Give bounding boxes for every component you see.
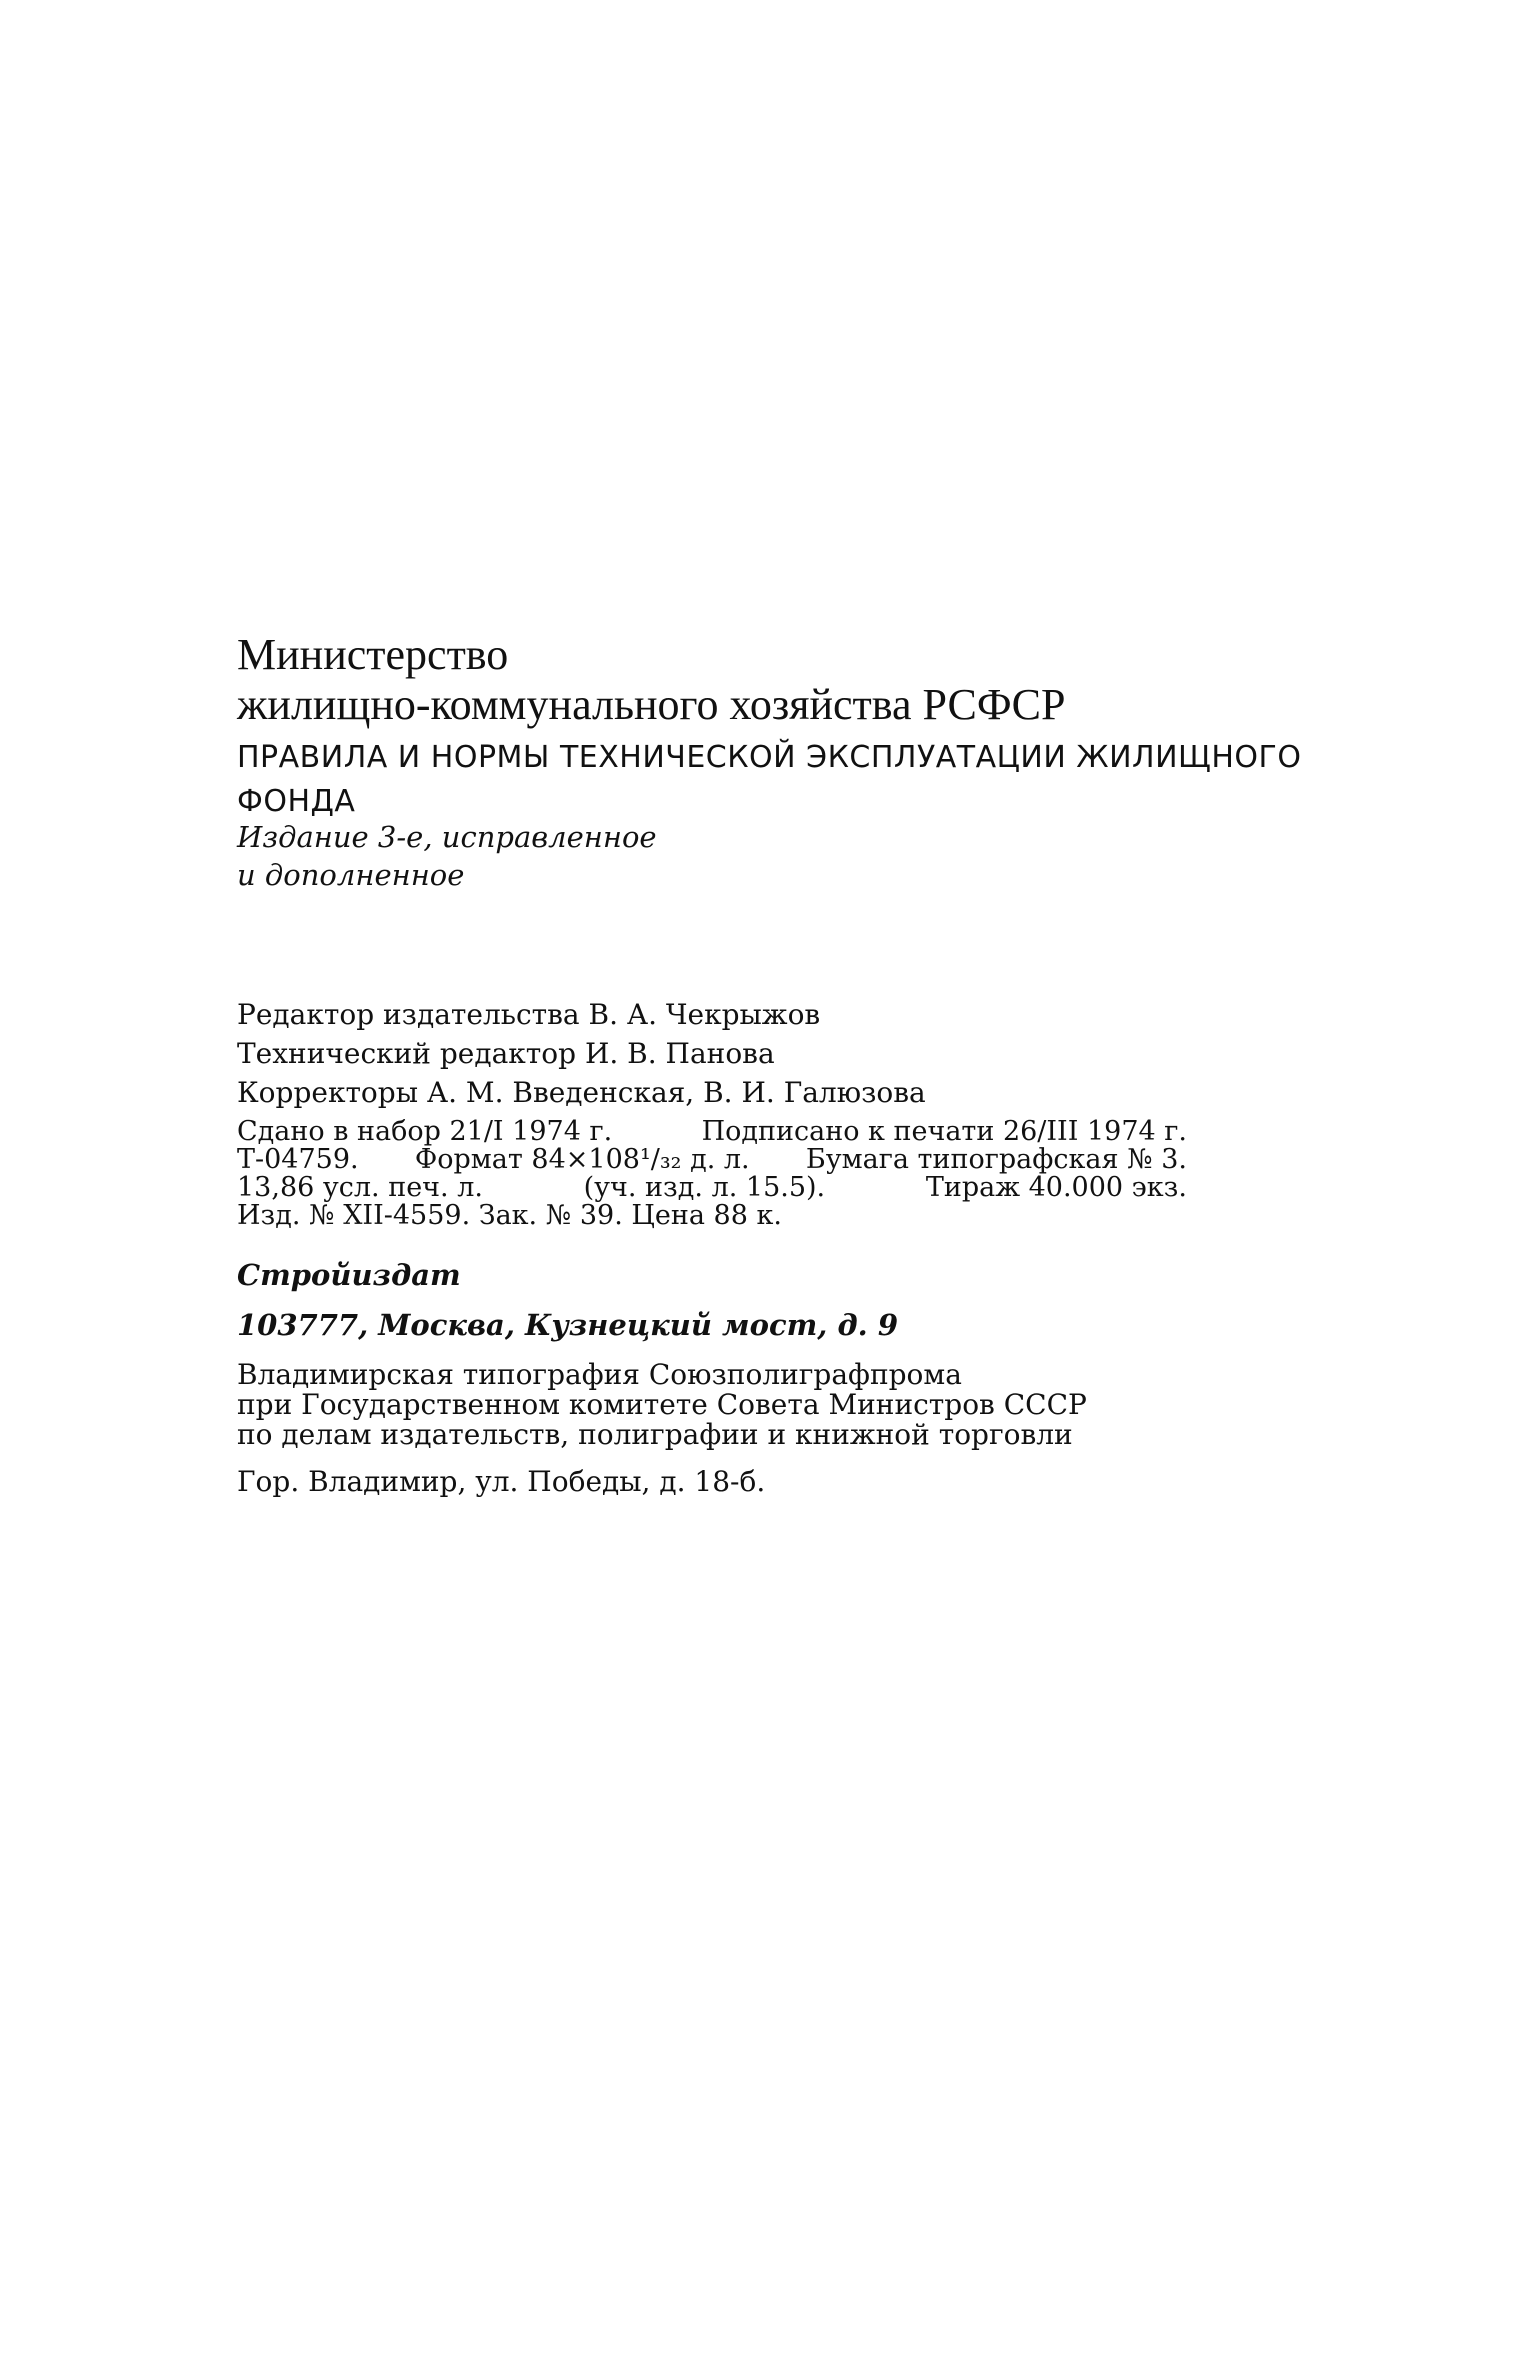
signed-date: Подписано к печати 26/III 1974 г.: [701, 1116, 1187, 1147]
edition-note: [237, 818, 1357, 894]
typeset-date: Сдано в набор 21/I 1974 г.: [237, 1116, 613, 1147]
format: Формат 84×108¹/₃₂ д. л.: [414, 1144, 750, 1175]
paper-type: Бумага типографская № 3.: [805, 1144, 1187, 1175]
print-info-row-3: [237, 1174, 1187, 1202]
ministry-line-1: Министерство: [237, 630, 509, 679]
printhouse-line-3: по делам издательств, полиграфии и книжной торговли: [237, 1418, 1073, 1451]
print-info-row-1: [237, 1118, 1187, 1146]
editor-credit: Редактор издательства В. А. Чекрыжов: [237, 998, 821, 1031]
printhouse-line-2: при Государственном комитете Совета Министров СССР: [237, 1388, 1087, 1421]
print-info: [237, 1118, 1187, 1230]
printed-sheets: 13,86 усл. печ. л.: [237, 1172, 483, 1203]
printing-house-address: [237, 1466, 1357, 1498]
print-info-row-2: [237, 1146, 1187, 1174]
publisher-name: Стройиздат: [237, 1258, 461, 1292]
publisher-sheets: (уч. изд. л. 15.5).: [583, 1172, 826, 1203]
proofreaders-credit: Корректоры А. М. Введенская, В. И. Галюзова: [237, 1076, 926, 1109]
edition-line-2: и дополненное: [237, 858, 465, 892]
ministry-heading: [237, 630, 1357, 730]
printhouse-line-1: Владимирская типография Союзполиграфпрома: [237, 1358, 962, 1391]
license-number: Т-04759.: [237, 1144, 359, 1175]
credits: [237, 995, 1357, 1112]
printing-house: [237, 1360, 1357, 1450]
title-line-2: ФОНДА: [237, 784, 356, 819]
print-run: Тираж 40.000 экз.: [925, 1172, 1187, 1203]
edition-line-1: Издание 3-е, исправленное: [237, 820, 657, 854]
print-info-row-4: [237, 1202, 1187, 1230]
tech-editor-credit: Технический редактор И. В. Панова: [237, 1037, 775, 1070]
book-title: [237, 736, 1357, 824]
printhouse-address-line: Гор. Владимир, ул. Победы, д. 18-б.: [237, 1465, 766, 1498]
publisher-address: 103777, Москва, Кузнецкий мост, д. 9: [237, 1308, 899, 1342]
title-line-1: ПРАВИЛА И НОРМЫ ТЕХНИЧЕСКОЙ ЭКСПЛУАТАЦИИ ЖИЛИЩНОГО: [237, 740, 1302, 775]
order-and-price: Изд. № XII-4559. Зак. № 39. Цена 88 к.: [237, 1200, 782, 1231]
publisher: [237, 1250, 1357, 1350]
ministry-line-2: жилищно-коммунального хозяйства РСФСР: [237, 680, 1066, 729]
